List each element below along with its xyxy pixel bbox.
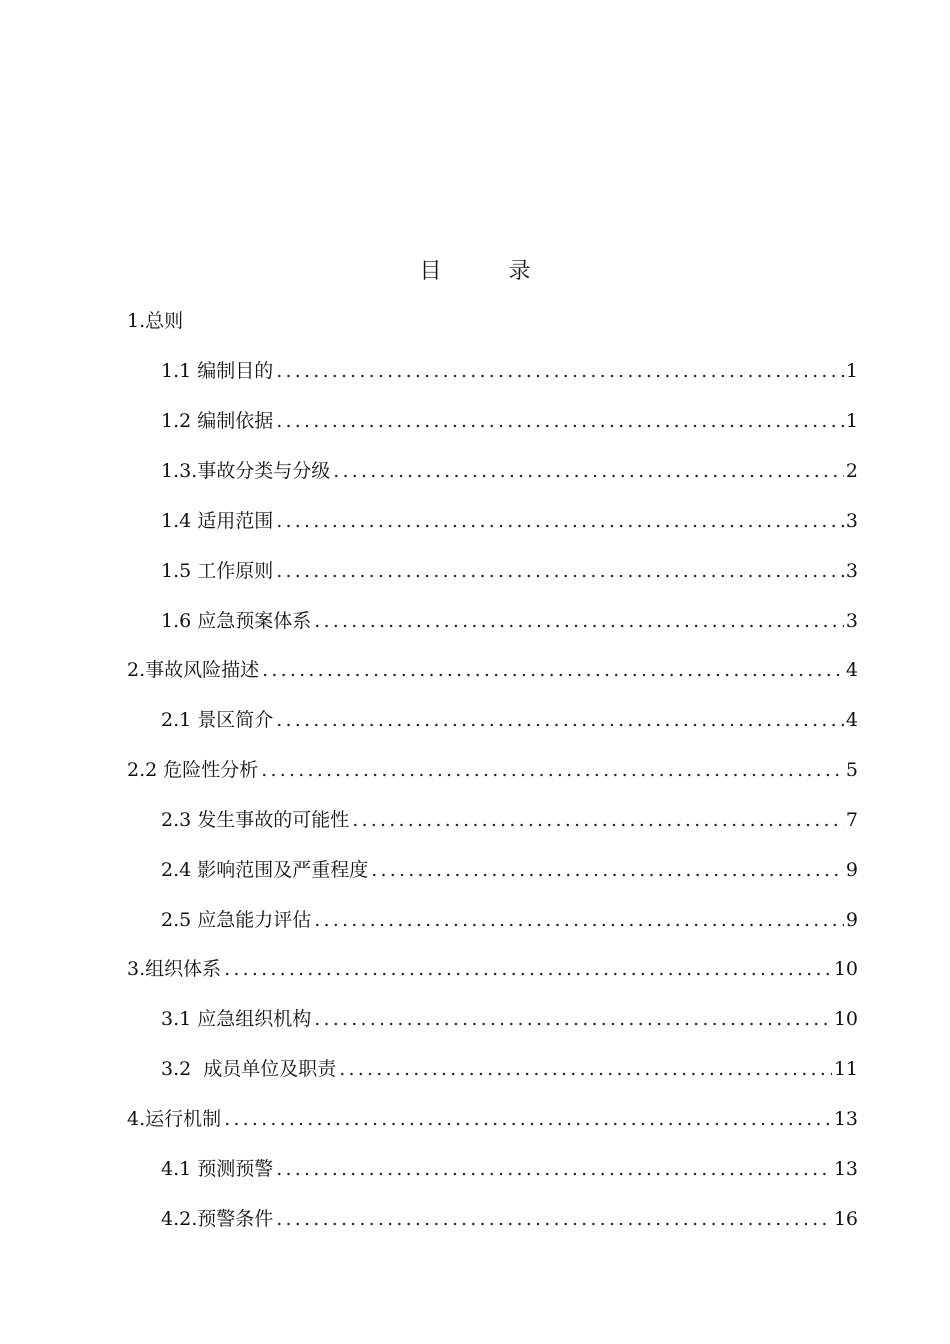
toc-title — [0, 254, 950, 285]
toc-entry[interactable] — [161, 1154, 858, 1184]
dot-leader — [224, 954, 832, 984]
toc-entry[interactable] — [161, 406, 858, 436]
toc-entry-page: 10 — [833, 958, 858, 980]
toc-entry[interactable] — [161, 506, 858, 536]
dot-leader — [339, 1054, 832, 1084]
toc-entry-page: 4 — [845, 709, 858, 731]
toc-entry-label: 2.2 危险性分析 — [127, 759, 259, 781]
toc-entry-page: 4 — [845, 659, 858, 681]
dot-leader — [224, 1104, 832, 1134]
toc-entry-heading — [127, 306, 858, 336]
dot-leader — [276, 406, 844, 436]
dot-leader — [314, 905, 844, 935]
toc-entry-page: 5 — [845, 759, 858, 781]
toc-entry[interactable] — [161, 556, 858, 586]
dot-leader — [314, 606, 844, 636]
toc-entry[interactable] — [161, 905, 858, 935]
toc-entry-label: 2.3 发生事故的可能性 — [161, 809, 350, 831]
toc-title-part2: 录 — [508, 259, 531, 284]
toc-entry-label: 3.1 应急组织机构 — [161, 1008, 312, 1030]
toc-entry[interactable] — [127, 655, 858, 685]
toc-entry-label: 2.5 应急能力评估 — [161, 909, 312, 931]
toc-entry[interactable] — [127, 954, 858, 984]
toc-entry-label: 2.4 影响范围及严重程度 — [161, 859, 369, 881]
toc-entry-page: 16 — [833, 1208, 858, 1230]
toc-entry[interactable] — [127, 1104, 858, 1134]
dot-leader — [276, 356, 844, 386]
toc-entry[interactable] — [161, 805, 858, 835]
toc-entry-page: 1 — [845, 360, 858, 382]
dot-leader — [261, 755, 844, 785]
toc-entry-label: 1.4 适用范围 — [161, 510, 274, 532]
toc-entry[interactable] — [161, 705, 858, 735]
toc-entry[interactable] — [161, 356, 858, 386]
toc-entry[interactable] — [161, 1204, 858, 1234]
toc-entry-page: 13 — [833, 1108, 858, 1130]
toc-entry[interactable] — [127, 755, 858, 785]
toc-entry-label: 4.2.预警条件 — [161, 1208, 274, 1230]
toc-entry-label: 3.组织体系 — [127, 958, 222, 980]
dot-leader — [276, 1204, 832, 1234]
toc-entry-page: 3 — [845, 610, 858, 632]
toc-entry-label: 4.1 预测预警 — [161, 1158, 274, 1180]
dot-leader — [371, 855, 844, 885]
toc-entry-label: 2.事故风险描述 — [127, 659, 260, 681]
dot-leader — [314, 1004, 832, 1034]
toc-entry-label: 2.1 景区简介 — [161, 709, 274, 731]
toc-entry-page: 3 — [845, 510, 858, 532]
toc-entry[interactable] — [161, 606, 858, 636]
dot-leader — [352, 805, 844, 835]
toc-title-part1: 目 — [419, 259, 442, 284]
toc-entry-label: 1.1 编制目的 — [161, 360, 274, 382]
dot-leader — [276, 556, 844, 586]
toc-entry-page: 13 — [833, 1158, 858, 1180]
dot-leader — [333, 456, 844, 486]
toc-entry-label: 4.运行机制 — [127, 1108, 222, 1130]
dot-leader — [276, 1154, 832, 1184]
dot-leader — [276, 705, 844, 735]
toc-entry-page: 10 — [833, 1008, 858, 1030]
toc-entry-label: 1.5 工作原则 — [161, 560, 274, 582]
dot-leader — [262, 655, 844, 685]
toc-entry-label: 3.2 成员单位及职责 — [161, 1058, 337, 1080]
toc-entry[interactable] — [161, 456, 858, 486]
toc-entry-label: 1.3.事故分类与分级 — [161, 460, 331, 482]
toc-entry-label: 1.6 应急预案体系 — [161, 610, 312, 632]
toc-entry-label: 1.总则 — [127, 310, 184, 332]
toc-entry-page: 9 — [845, 909, 858, 931]
toc-entry[interactable] — [161, 855, 858, 885]
toc-entry-page: 11 — [833, 1058, 858, 1080]
toc-entry[interactable] — [161, 1054, 858, 1084]
toc-entry-page: 2 — [845, 460, 858, 482]
toc-entry-page: 7 — [845, 809, 858, 831]
toc-entry-label: 1.2 编制依据 — [161, 410, 274, 432]
toc-entry[interactable] — [161, 1004, 858, 1034]
toc-entry-page: 3 — [845, 560, 858, 582]
toc-entry-page: 1 — [845, 410, 858, 432]
dot-leader — [276, 506, 844, 536]
toc-entry-page: 9 — [845, 859, 858, 881]
